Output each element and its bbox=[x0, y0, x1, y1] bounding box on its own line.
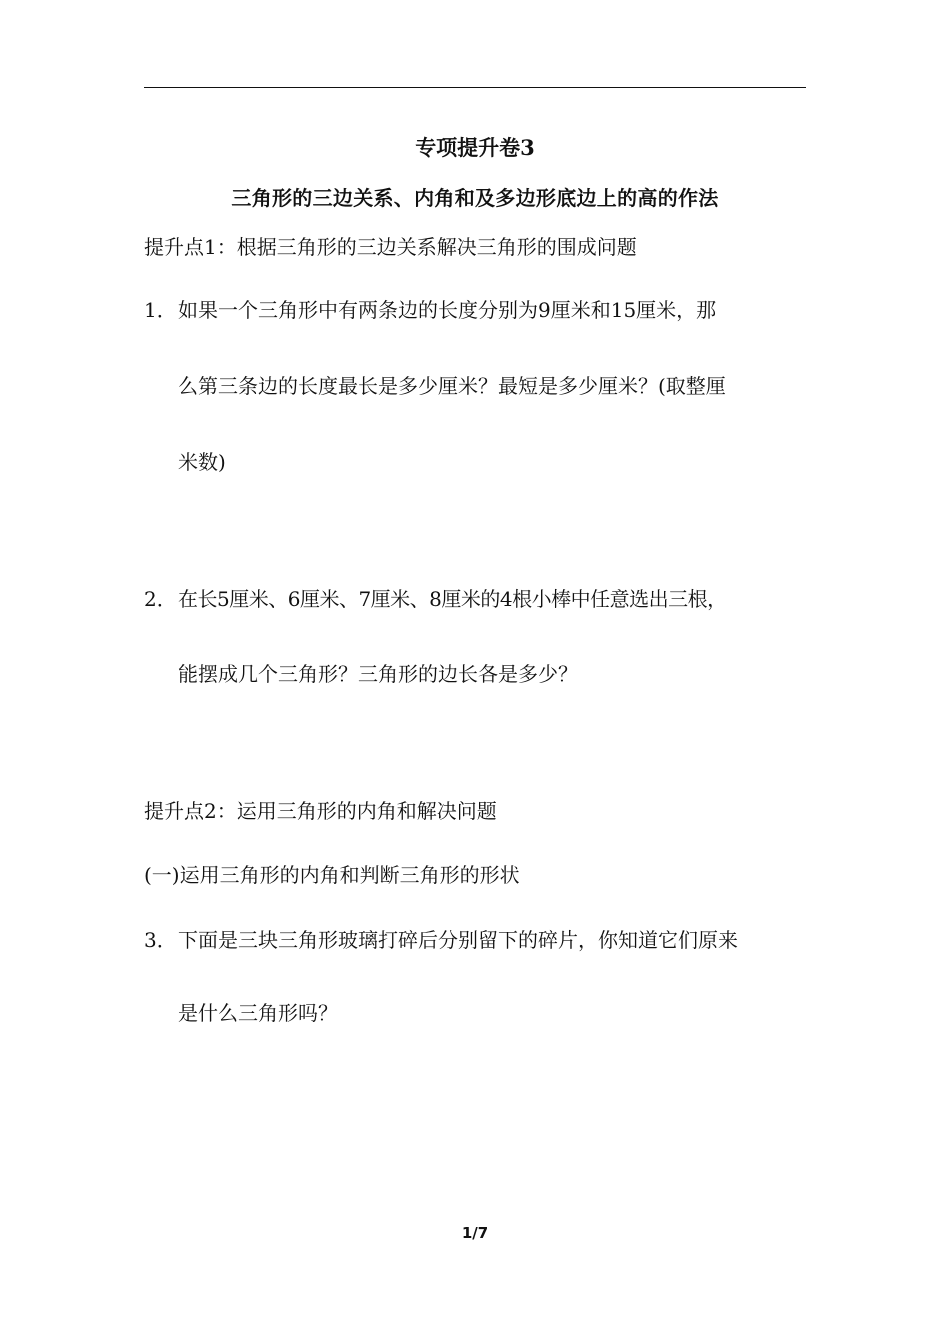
section2-heading: 提升点2：运用三角形的内角和解决问题 bbox=[144, 799, 497, 823]
q2-number: 2． bbox=[144, 587, 177, 611]
q2-line-1: 在长5厘米、6厘米、7厘米、8厘米的4根小棒中任意选出三根， bbox=[178, 587, 727, 611]
q2-line-2: 能摆成几个三角形？三角形的边长各是多少？ bbox=[178, 662, 578, 686]
page-number: 1/7 bbox=[461, 1224, 489, 1242]
section2-subheading: (一)运用三角形的内角和判断三角形的形状 bbox=[144, 863, 520, 887]
header-rule bbox=[144, 87, 806, 88]
q1-line-2: 么第三条边的长度最长是多少厘米？最短是多少厘米？(取整厘 bbox=[178, 374, 726, 398]
q3-line-1: 下面是三块三角形玻璃打碎后分别留下的碎片，你知道它们原来 bbox=[178, 928, 738, 952]
page-subtitle: 三角形的三边关系、内角和及多边形底边上的高的作法 bbox=[231, 186, 719, 210]
q1-line-1: 如果一个三角形中有两条边的长度分别为9厘米和15厘米，那 bbox=[178, 298, 717, 322]
q1-number: 1． bbox=[144, 298, 177, 322]
page-title: 专项提升卷3 bbox=[415, 135, 535, 160]
q3-line-2: 是什么三角形吗？ bbox=[178, 1001, 338, 1025]
q1-line-3: 米数) bbox=[178, 450, 226, 474]
q3-number: 3． bbox=[144, 928, 177, 952]
section1-heading: 提升点1：根据三角形的三边关系解决三角形的围成问题 bbox=[144, 235, 637, 259]
